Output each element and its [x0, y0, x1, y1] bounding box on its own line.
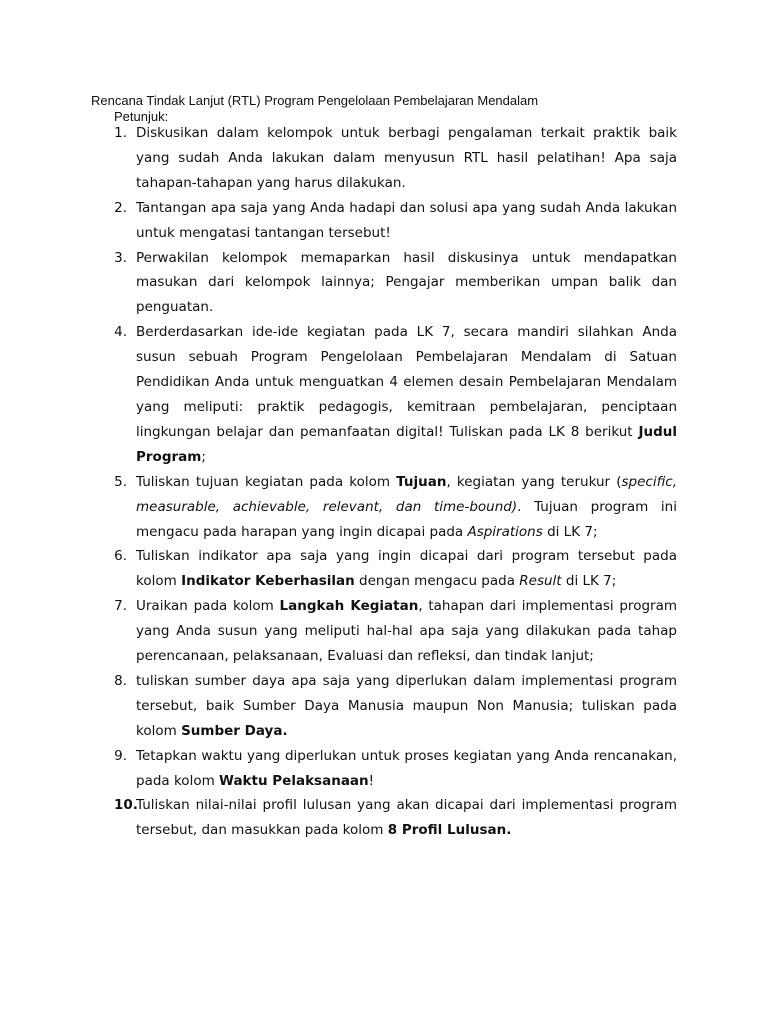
instruction-item: [0, 793, 677, 843]
text-segment: . Tujuan program ini mengacu pada harapan yang ingin dicapai pada: [136, 498, 677, 540]
text-segment: ;: [201, 448, 206, 465]
document-subtitle: Petunjuk:: [114, 109, 169, 124]
instruction-text: [136, 548, 677, 589]
instruction-item: [0, 544, 677, 594]
instruction-number: 3.: [114, 249, 127, 266]
italic-term: Aspirations: [467, 523, 543, 540]
text-segment: Tantangan apa saja yang Anda hadapi dan solusi apa yang sudah Anda lakukan untuk mengatasi tantangan tersebut!: [136, 199, 677, 241]
text-segment: , tahapan dari implementasi program yang Anda susun yang meliputi hal-hal apa saja yang dilakukan pada tahap perencanaan, pelaksanaan, Evaluasi dan refleksi, dan tindak lanjut;: [136, 598, 677, 665]
instruction-number: 6.: [114, 548, 127, 565]
instruction-text: [136, 125, 677, 191]
instruction-item: [0, 470, 677, 545]
instruction-item: [0, 594, 677, 669]
bold-term: Waktu Pelaksanaan: [219, 772, 369, 789]
document-title: Rencana Tindak Lanjut (RTL) Program Pengelolaan Pembelajaran Mendalam: [91, 93, 539, 108]
instruction-text: [136, 324, 677, 465]
italic-term: specific, measurable, achievable, relevant, dan time-bound): [136, 473, 678, 515]
bold-term: Indikator Keberhasilan: [181, 573, 355, 590]
instruction-item: [0, 246, 677, 321]
instruction-text: [136, 797, 677, 838]
instruction-number: 9.: [114, 747, 127, 764]
text-segment: Diskusikan dalam kelompok untuk berbagi pengalaman terkait praktik baik yang sudah Anda lakukan dalam menyusun RTL hasil pelatihan! Apa saja tahapan-tahapan yang harus dilakukan.: [136, 125, 677, 191]
instruction-item: [0, 121, 677, 196]
bold-term: Tujuan: [396, 473, 447, 490]
bold-term: Langkah Kegiatan: [279, 598, 419, 615]
text-segment: Tuliskan indikator apa saja yang ingin dicapai dari program tersebut pada kolom: [136, 548, 677, 590]
instruction-text: [136, 748, 677, 789]
text-segment: dengan mengacu pada: [354, 573, 520, 590]
instruction-number: 10.: [114, 797, 138, 814]
instruction-number: 2.: [114, 199, 127, 216]
instruction-number: 8.: [114, 672, 127, 689]
instruction-text: [136, 250, 677, 316]
instruction-text: [136, 474, 677, 540]
instruction-text: [136, 673, 677, 739]
text-segment: tuliskan sumber daya apa saja yang diperlukan dalam implementasi program tersebut, baik Sumber Daya Manusia maupun Non Manusia; tuliskan pada kolom: [136, 672, 677, 739]
instruction-item: [0, 744, 677, 794]
instruction-item: [0, 320, 677, 469]
bold-term: 8 Profil Lulusan.: [387, 822, 512, 839]
instruction-number: 5.: [114, 473, 127, 490]
text-segment: Tetapkan waktu yang diperlukan untuk proses kegiatan yang Anda rencanakan, pada kolom: [136, 747, 677, 789]
text-segment: , kegiatan yang terukur (: [446, 473, 622, 490]
instruction-number: 7.: [114, 598, 127, 615]
instruction-item: [0, 669, 677, 744]
instruction-text: [136, 598, 677, 664]
text-segment: !: [368, 772, 375, 789]
text-segment: di LK 7;: [561, 573, 617, 590]
text-segment: Uraikan pada kolom: [136, 598, 280, 615]
text-segment: Berderdasarkan ide-ide kegiatan pada LK 7, secara mandiri silahkan Anda susun sebuah Program Pengelolaan Pembelajaran Mendalam di Satuan Pendidikan Anda untuk menguatkan 4 elemen desain Pembelajaran Mendalam yang meliputi: praktik pedagogis, kemitraan pembelajaran, penciptaan lingkungan belajar dan pemanfaatan digital! Tuliskan pada LK 8 berikut: [136, 324, 677, 440]
bold-term: Sumber Daya.: [181, 722, 288, 739]
text-segment: Perwakilan kelompok memaparkan hasil diskusinya untuk mendapatkan masukan dari kelompok lainnya; Pengajar memberikan umpan balik dan penguatan.: [136, 249, 677, 316]
text-segment: Tuliskan nilai-nilai profil lulusan yang akan dicapai dari implementasi program tersebut, dan masukkan pada kolom: [136, 797, 677, 839]
italic-term: Result: [519, 573, 562, 590]
instruction-text: [136, 200, 677, 241]
instruction-number: 1.: [114, 125, 127, 141]
bold-term: Judul Program: [136, 423, 677, 465]
instruction-item: [0, 196, 677, 246]
instruction-list: [0, 121, 768, 843]
text-segment: di LK 7;: [542, 523, 598, 540]
instruction-number: 4.: [114, 324, 127, 341]
text-segment: Tuliskan tujuan kegiatan pada kolom: [136, 473, 397, 490]
